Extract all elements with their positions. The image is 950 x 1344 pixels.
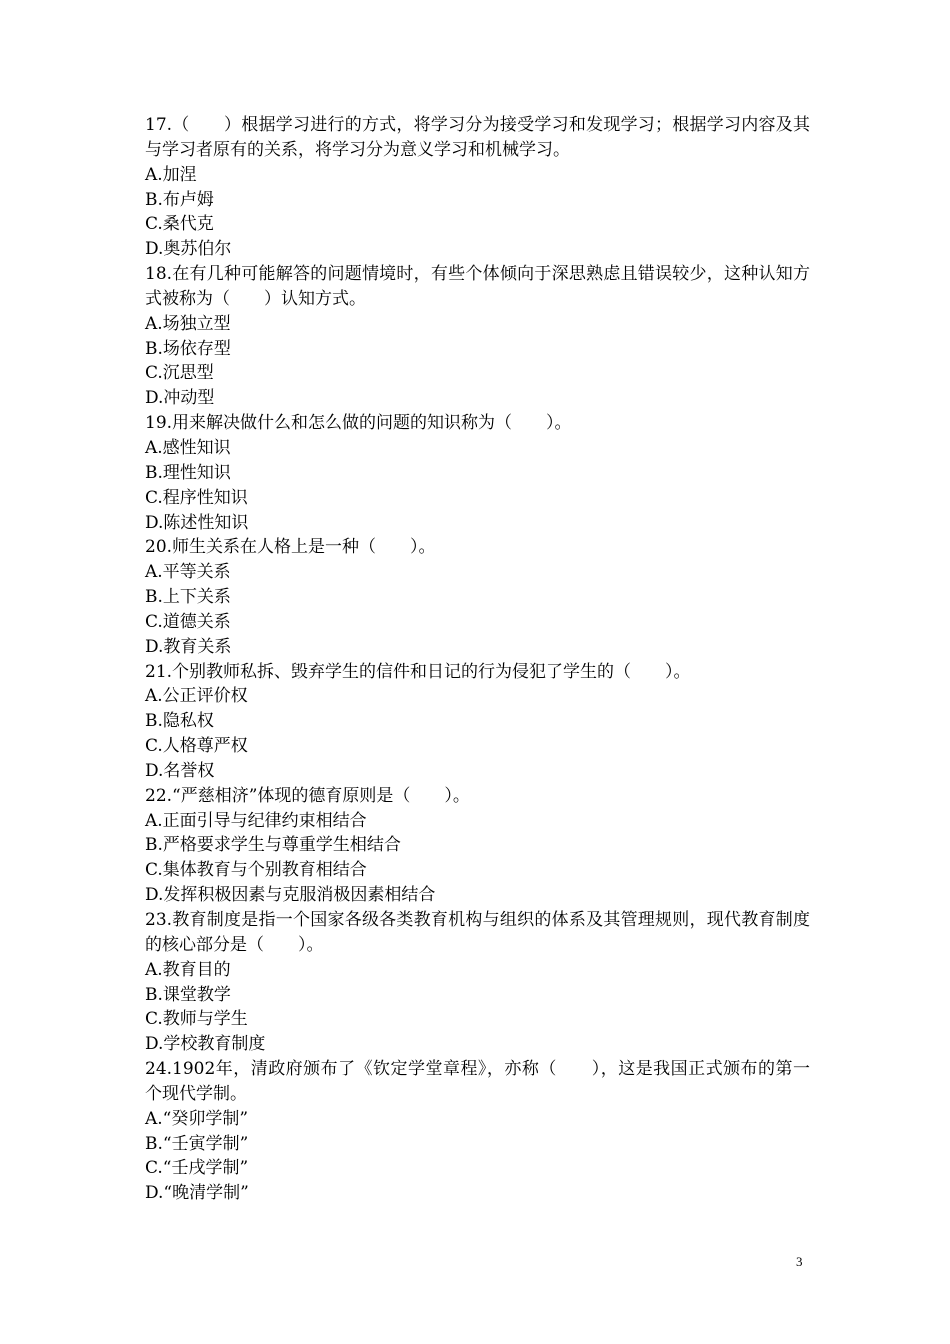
option-d: D.发挥积极因素与克服消极因素相结合 [145,885,436,906]
option-a: A.正面引导与纪律约束相结合 [145,810,367,831]
question-20 [145,535,810,659]
option-d: D.名誉权 [145,760,215,781]
option-d: D.学校教育制度 [145,1034,266,1055]
question-stem: 23.教育制度是指一个国家各级各类教育机构与组织的体系及其管理规则，现代教育制度的核心部分是（ ）。 [145,910,810,955]
option-d: D.“晚清学制” [145,1183,249,1204]
option-b: B.严格要求学生与尊重学生相结合 [145,835,401,856]
option-a: A.感性知识 [145,437,231,458]
option-b: B.场依存型 [145,338,231,359]
option-d: D.奥苏伯尔 [145,239,232,260]
option-c: C.桑代克 [145,214,214,235]
option-c: C.集体教育与个别教育相结合 [145,860,367,881]
option-a: A.“癸卯学制” [145,1108,249,1129]
option-c: C.教师与学生 [145,1009,248,1030]
option-c: C.人格尊严权 [145,736,248,757]
option-c: C.程序性知识 [145,487,248,508]
option-b: B.课堂教学 [145,984,231,1005]
question-23 [145,908,810,1057]
question-22 [145,784,810,908]
question-stem: 20.师生关系在人格上是一种（ ）。 [145,537,436,558]
option-d: D.冲动型 [145,388,215,409]
page-number: 3 [796,1254,803,1269]
question-stem: 22.“严慈相济”体现的德育原则是（ ）。 [145,785,470,806]
option-c: C.“壬戌学制” [145,1158,249,1179]
option-b: B.理性知识 [145,462,231,483]
question-stem: 21.个别教师私拆、毁弃学生的信件和日记的行为侵犯了学生的（ ）。 [145,661,691,682]
question-stem: 18.在有几种可能解答的问题情境时，有些个体倾向于深思熟虑且错误较少，这种认知方式被称为（ ）认知方式。 [145,264,810,309]
option-c: C.道德关系 [145,611,231,632]
question-stem: 19.用来解决做什么和怎么做的问题的知识称为（ ）。 [145,413,572,434]
question-19 [145,411,810,535]
option-a: A.加涅 [145,164,197,185]
question-stem: 17.（ ）根据学习进行的方式，将学习分为接受学习和发现学习；根据学习内容及其与学习者原有的关系，将学习分为意义学习和机械学习。 [145,115,810,160]
option-d: D.陈述性知识 [145,512,249,533]
question-21 [145,660,810,784]
option-a: A.平等关系 [145,562,231,583]
option-b: B.布卢姆 [145,189,214,210]
option-b: B.上下关系 [145,587,231,608]
option-d: D.教育关系 [145,636,232,657]
question-17 [145,113,810,262]
option-a: A.场独立型 [145,313,231,334]
question-24 [145,1057,810,1206]
question-18 [145,262,810,411]
option-b: B.“壬寅学制” [145,1133,249,1154]
option-a: A.公正评价权 [145,686,248,707]
option-a: A.教育目的 [145,959,231,980]
option-c: C.沉思型 [145,363,214,384]
question-stem: 24.1902年，清政府颁布了《钦定学堂章程》，亦称（ ），这是我国正式颁布的第一个现代学制。 [145,1059,810,1104]
document-page [145,113,810,1206]
option-b: B.隐私权 [145,711,214,732]
